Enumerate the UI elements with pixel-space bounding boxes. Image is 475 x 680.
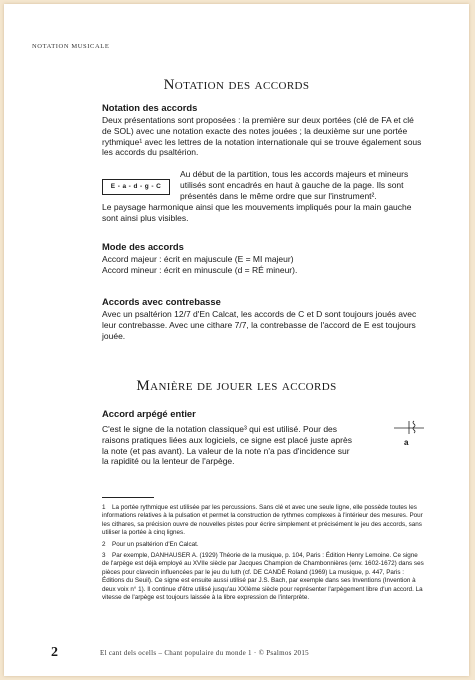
footer-text: El cant dels ocells – Chant populaire du monde 1 · © Psalmos 2015 — [100, 649, 309, 657]
chord-box-description — [180, 169, 424, 201]
chord-box-description-continued — [102, 202, 424, 224]
arpege-heading: Accord arpégé entier — [102, 408, 196, 419]
arpeggio-sign-illustration — [392, 418, 426, 450]
section-title-notation: Notation des accords — [163, 77, 310, 93]
footnote-1 — [102, 504, 424, 538]
mode-heading: Mode des accords — [102, 241, 184, 252]
footnotes — [102, 504, 424, 605]
mode-major-line: Accord majeur : écrit en majuscule (E = MI majeur) — [102, 254, 294, 264]
arpege-description — [102, 424, 352, 467]
mode-minor-line: Accord mineur : écrit en minuscule (d = RÉ mineur). — [102, 264, 298, 275]
chord-box-example: E - a - d - g - C — [102, 179, 170, 195]
document-page — [4, 4, 469, 676]
page-number: 2 — [51, 645, 58, 660]
footnote-3 — [102, 552, 424, 602]
mode-subsection — [102, 241, 424, 276]
contrebasse-subsection — [102, 296, 424, 341]
notation-paragraph: Deux présentations sont proposées : la première sur deux portées (clé de FA et clé de SOL) avec une notation exacte des notes jouées ; la deuxième sur une portée rythmique¹ avec les lettres de la notation internationale qui se trouve également sous les accords du psaltérion. — [102, 115, 422, 158]
footnote-number: 2 — [102, 540, 106, 548]
footnote-number: 3 — [102, 552, 106, 560]
arpege-paragraph: C'est le signe de la notation classique³ qui est utilisé. Pour des raisons pratiques liées aux logiciels, ce signe est placé juste après la note (et pas avant). La valeur de la note n'a pas d'incidence sur la rapidité ou la lenteur de l'arpège. — [102, 424, 352, 467]
running-head: NOTATION MUSICALE — [32, 43, 110, 50]
notation-subsection — [102, 102, 424, 158]
chord-box-paragraph: Au début de la partition, tous les accords majeurs et mineurs utilisés sont encadrés en haut à gauche de la page. Ils sont présentés dans le même ordre que sur l'instrument². — [180, 169, 409, 201]
footnote-text: Par exemple, DANHAUSER A. (1929) Théorie de la musique, p. 104, Paris : Édition Henry Lemoine. Ce signe de l'arpège est déjà employé au XVIIe siècle par Jacques Champion de Chambonnières (env. 1602-1672) dans ses pièces pour clavecin influencées par le jeu du luth (cf. DE CANDÉ Roland (1969) La musique, p. 447, Paris : Éditions du Seuil). Ce signe est ensuite aussi utilisé par J.S. Bach, par exemple dans ses Inventions (Invention à deux voix n° 1). Il continue d'être utilisé jusqu'au XXIème siècle pour représenter l'arpègement libre d'un accord. La vitesse de l'arpège est toujours laissée à la libre expression de l'interprète. — [102, 552, 424, 602]
arpeggio-sign-icon — [392, 418, 426, 450]
footnote-text: Pour un psaltérion d'En Calcat. — [112, 540, 199, 548]
section-title-maniere: Manière de jouer les accords — [136, 378, 337, 394]
footnote-rule — [102, 497, 154, 498]
arpeggio-chord-letter: a — [404, 438, 409, 447]
notation-heading: Notation des accords — [102, 102, 198, 113]
footnote-2 — [102, 541, 424, 549]
arpege-heading-wrap — [102, 408, 424, 421]
chord-box-paragraph-continued: Le paysage harmonique ainsi que les mouvements impliqués pour la main gauche sont ainsi plus visibles. — [102, 202, 412, 223]
contrebasse-heading: Accords avec contrebasse — [102, 296, 221, 307]
footnote-text: La portée rythmique est utilisée par les percussions. Sans clé et avec une seule ligne, elle possède toutes les informations relatives à la pulsation et permet la construction de rythmes complexes à l'intérieur des mesures. Pour les cithares, sa précision ouvre de nouvelles pistes pour écrire simplement et précisément le jeu des accords, sans utiliser la portée à cinq lignes. — [102, 504, 423, 537]
footnote-number: 1 — [102, 504, 106, 511]
contrebasse-paragraph: Avec un psaltérion 12/7 d'En Calcat, les accords de C et D sont toujours joués avec leur contrebasse. Avec une cithare 7/7, la contrebasse de l'accord de E est toujours jouée. — [102, 309, 417, 341]
